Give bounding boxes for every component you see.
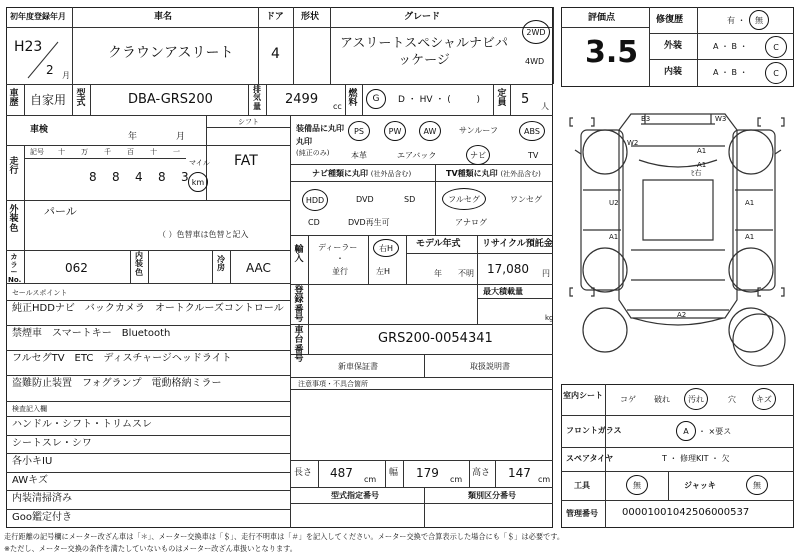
inspection-month-unit: 月 (176, 132, 186, 142)
color-no-label-text: カラーNo. (8, 253, 22, 285)
odometer-place-label: 記号 (30, 148, 44, 156)
tv-type-label (446, 170, 541, 178)
jack-none-circled (746, 475, 768, 495)
seat-scratch-circled (752, 388, 776, 410)
fuel-gasoline-selected (366, 89, 386, 109)
shift-label: シフト (238, 118, 259, 126)
odometer-place-label: 十 (58, 148, 65, 156)
equipment-label: 装備品に丸印 (296, 124, 344, 133)
spare-tire-label: スペアタイヤ (566, 454, 614, 463)
equip-ps: PS (354, 126, 364, 136)
shift-value: FAT (234, 153, 258, 169)
jack-none: 無 (753, 480, 761, 490)
length-value: 487 (330, 466, 353, 480)
row-divider (6, 325, 290, 326)
equipment-circle-label: 丸印 (296, 137, 312, 146)
windshield-label: フロントガラス (566, 426, 622, 435)
aircon-label: 冷房 (217, 255, 225, 273)
management-number-label: 管理番号 (566, 509, 598, 518)
equip-pw-circled (384, 121, 406, 141)
exterior-options: A ・ B ・ (713, 42, 748, 51)
footer-note-2: ※ただし、メーター交換の条件を満たしていないものはメーター改ざん車扱いとなります。 (4, 544, 297, 553)
drive-4wd-option: 4WD (525, 57, 545, 66)
import-parallel: 並行 (332, 267, 348, 276)
repair-selected: 無 (755, 15, 763, 25)
type-cert-number-label: 型式指定番号 (331, 491, 379, 500)
sales-point-line: フルセグTV ETC ディスチャージヘッドライト (12, 353, 232, 364)
row-divider (6, 509, 290, 510)
navi-cd: CD (308, 218, 320, 227)
tv-fullseg: フルセグ (448, 194, 480, 204)
exterior-grade-label: 外装 (664, 41, 683, 51)
inspector-note-line: シートスレ・シワ (12, 437, 92, 449)
mark-a1-left: A1 (609, 233, 619, 241)
door-label: ドア (266, 12, 284, 22)
row-divider (6, 435, 290, 436)
class-number-label: 類別区分番号 (468, 491, 516, 500)
equip-abs: ABS (524, 126, 540, 136)
owners-manual: 取扱説明書 (470, 362, 510, 371)
equip-airbag: エアバック (397, 151, 437, 160)
color-change-note: （ ）色替車は色替と記入 (158, 230, 249, 239)
aircon-value: AAC (246, 261, 271, 275)
shape-label: 形状 (301, 12, 320, 22)
seat-condition-label (563, 391, 603, 401)
exterior-c-circled (765, 36, 787, 58)
sales-point-line: 盗難防止装置 フォグランプ 電動格納ミラー (12, 378, 222, 389)
repair-history-label: 修復歴 (656, 15, 684, 25)
odometer-digit: 8 (158, 170, 166, 184)
car-history-label: 車歴 (9, 89, 19, 109)
recycle-deposit-value: 17,080 (487, 262, 529, 276)
chassis-number-value: GRS200-0054341 (378, 331, 493, 346)
first-registration-label: 初年度登録年月 (10, 12, 66, 21)
equip-aw: AW (423, 126, 437, 136)
equip-ps-circled (348, 121, 370, 141)
import-dealer: ディーラー (318, 243, 358, 252)
mile-label: マイル (189, 159, 210, 167)
color-no-label (8, 254, 20, 285)
odometer-digit: 8 (89, 170, 97, 184)
repair-yes: 有 ・ (727, 16, 746, 25)
navi-dvd: DVD (356, 195, 374, 204)
car-history-value: 自家用 (30, 93, 67, 107)
model-year-unit: 年 (434, 269, 442, 278)
max-load-unit: kg (545, 314, 554, 322)
capacity-label: 定員 (497, 89, 507, 109)
tools-none-circled (626, 475, 648, 495)
width-value: 179 (416, 466, 439, 480)
row-divider (6, 453, 290, 454)
model-year-label: モデル年式 (416, 239, 461, 249)
drive-2wd-option (522, 20, 550, 44)
car-name: クラウンアスリート (108, 45, 234, 61)
tv-type-sub: (社外品含む) (500, 170, 541, 178)
interior-color-label: 内装色 (135, 251, 143, 277)
color-number: 062 (65, 261, 88, 275)
equip-abs-circled (519, 121, 545, 141)
jack-label: ジャッキ (684, 481, 716, 490)
tools-label: 工具 (574, 481, 590, 490)
height-unit: cm (538, 475, 551, 484)
score-value: 3.5 (585, 35, 639, 70)
import-label: 輸入 (294, 245, 304, 265)
tv-type-label-text: TV種類に丸印 (446, 169, 498, 178)
inspector-note-line: Goo鑑定付き (12, 512, 72, 523)
score-label: 評価点 (588, 13, 616, 23)
car-name-label: 車名 (154, 12, 173, 22)
drive-2wd-text: 2WD (526, 27, 546, 37)
tv-oneseg: ワンセグ (510, 195, 542, 204)
grade-label: グレード (404, 12, 441, 22)
row-divider (6, 375, 290, 376)
odometer-place-label: 千 (104, 148, 111, 156)
length-label: 長さ (294, 468, 313, 478)
odometer-place-label: 一 (173, 148, 180, 156)
seat-tear: 破れ (654, 395, 670, 404)
seat-burn: コゲ (620, 395, 636, 404)
width-label: 幅 (389, 468, 399, 478)
displacement-value: 2499 (285, 92, 319, 107)
equip-aw-circled (419, 121, 441, 141)
door-count: 4 (271, 46, 280, 62)
equipment-genuine-only: (純正のみ) (296, 149, 330, 157)
tv-fullseg-circled (442, 188, 486, 210)
displacement-label: 排気量 (253, 85, 261, 111)
seat-scratch: キズ (756, 394, 772, 404)
interior-options: A ・ B ・ (713, 68, 748, 77)
navi-hdd: HDD (305, 195, 325, 205)
odometer-place-label: 十 (150, 148, 157, 156)
navi-sd: SD (404, 195, 416, 204)
odometer-digit: 4 (135, 170, 143, 184)
navi-dvd-playable: DVD再生可 (348, 218, 390, 227)
km-unit-selected (188, 172, 208, 192)
width-unit: cm (450, 475, 463, 484)
height-value: 147 (508, 466, 531, 480)
row-divider (6, 350, 290, 351)
exterior-color-label: 外装色 (9, 205, 19, 234)
mark-b3: B3 (641, 115, 651, 123)
remarks-label: 注意事項・不具合箇所 (298, 380, 368, 388)
recycle-deposit-label: リサイクル預託金 (482, 239, 553, 249)
registration-number-label: 登録番号 (294, 286, 304, 325)
tools-none: 無 (633, 480, 641, 490)
new-car-warranty: 新車保証書 (338, 362, 378, 371)
navi-type-label-text: ナビ種類に丸印 (312, 169, 368, 178)
steering-right-circled (373, 239, 399, 257)
car-damage-diagram (561, 100, 794, 375)
sales-points-label: セールスポイント (12, 289, 68, 297)
mark-a1-roof: A1 (697, 161, 707, 169)
repair-none-circled (749, 10, 769, 30)
mark-a2: A2 (677, 311, 687, 319)
odometer-place-label: 百 (127, 148, 134, 156)
inspector-note-line: 各小キIU (12, 456, 53, 468)
sales-point-line: 禁煙車 スマートキー Bluetooth (12, 328, 171, 339)
import-dot: ・ (336, 254, 344, 263)
mark-w2: W2 (627, 139, 639, 147)
navi-type-label (312, 170, 411, 178)
seat-hole: 穴 (728, 395, 736, 404)
equip-navi: ナビ (470, 150, 486, 160)
fuel-label: 燃料 (348, 89, 358, 109)
mileage-label: 走行 (9, 157, 19, 177)
navi-type-sub: (社外品含む) (370, 170, 412, 178)
equip-sunroof: サンルーフ (459, 126, 498, 135)
equip-tv: TV (528, 151, 539, 160)
model-label: 型式 (76, 89, 86, 109)
capacity-value: 5 (521, 92, 530, 107)
month-unit: 月 (62, 71, 70, 80)
mark-a1-rear: A1 (745, 233, 755, 241)
exterior-selected: C (773, 42, 779, 52)
equip-pw: PW (388, 126, 402, 136)
steering-right: 右H (378, 243, 393, 253)
mark-a1-right: A1 (745, 199, 755, 207)
inspector-note-line: AWキズ (12, 474, 48, 486)
interior-selected: C (773, 68, 779, 78)
grade-value: アスリートスペシャルナビパッケージ (339, 36, 509, 68)
odometer-digit: 8 (112, 170, 120, 184)
steering-left: 左H (376, 267, 391, 276)
sales-point-line: 純正HDDナビ バックカメラ オートクルーズコントロール (12, 303, 284, 314)
km-text: km (191, 177, 205, 187)
spare-tire-options: T ・ 修理KIT ・ 欠 (662, 454, 730, 463)
navi-hdd-circled (302, 189, 328, 211)
row-divider (6, 472, 290, 473)
mark-w3: W3 (715, 115, 727, 123)
inspector-note-line: 内装清掃済み (12, 493, 72, 505)
exterior-color-value: パール (44, 205, 77, 218)
inspector-notes-label: 検査記入欄 (12, 405, 47, 413)
registration-era-year: H23 (14, 39, 43, 55)
mark-right-h: ﾋ右 (691, 169, 702, 177)
inspection-form-left (6, 7, 553, 528)
windshield-options: ・ ×要ス (698, 427, 732, 436)
equip-navi-circled (466, 145, 490, 165)
height-label: 高さ (472, 468, 491, 478)
inspection-year-unit: 年 (128, 132, 138, 142)
mark-u2: U2 (609, 199, 619, 207)
inspector-note-line: ハンドル・シフト・トリムスレ (12, 419, 152, 430)
seat-condition-text: 室内シート (563, 391, 603, 400)
capacity-unit: 人 (541, 102, 549, 111)
interior-grade-label: 内装 (664, 67, 683, 77)
footer-note-1: 走行距離の記号欄にメーター改ざん車は「＊」、メーター交換車は「＄」、走行不明車は「＃」を記入してください。メーター交換で合算表示した場合にも「＄」は必要です。 (4, 532, 565, 541)
model-year-unknown: 不明 (458, 269, 474, 278)
max-load-label: 最大積載量 (483, 287, 523, 296)
seat-stain: 汚れ (688, 394, 704, 404)
fuel-options: D ・ HV ・ ( ) (398, 95, 481, 105)
management-number-value: 0000100104250600053​7 (622, 507, 750, 518)
length-unit: cm (364, 475, 377, 484)
equip-leather: 本革 (351, 151, 367, 160)
odometer-place-label: 万 (81, 148, 88, 156)
row-divider (6, 490, 290, 491)
tv-analog: アナログ (455, 218, 487, 227)
model-code: DBA-GRS200 (128, 92, 213, 107)
fuel-selected-text: G (372, 94, 380, 104)
vehicle-inspection-label: 車検 (30, 125, 49, 135)
year-divider (20, 40, 64, 80)
chassis-number-label: 車台番号 (294, 326, 304, 365)
odometer-digit: 3 (181, 170, 189, 184)
interior-c-circled (765, 62, 787, 84)
registration-month: 2 (46, 63, 54, 77)
displacement-unit: cc (333, 102, 342, 111)
windshield-a-circled: A (676, 421, 696, 441)
seat-stain-circled (684, 388, 708, 410)
recycle-yen: 円 (542, 269, 550, 278)
mark-a1-hood: A1 (697, 147, 707, 155)
